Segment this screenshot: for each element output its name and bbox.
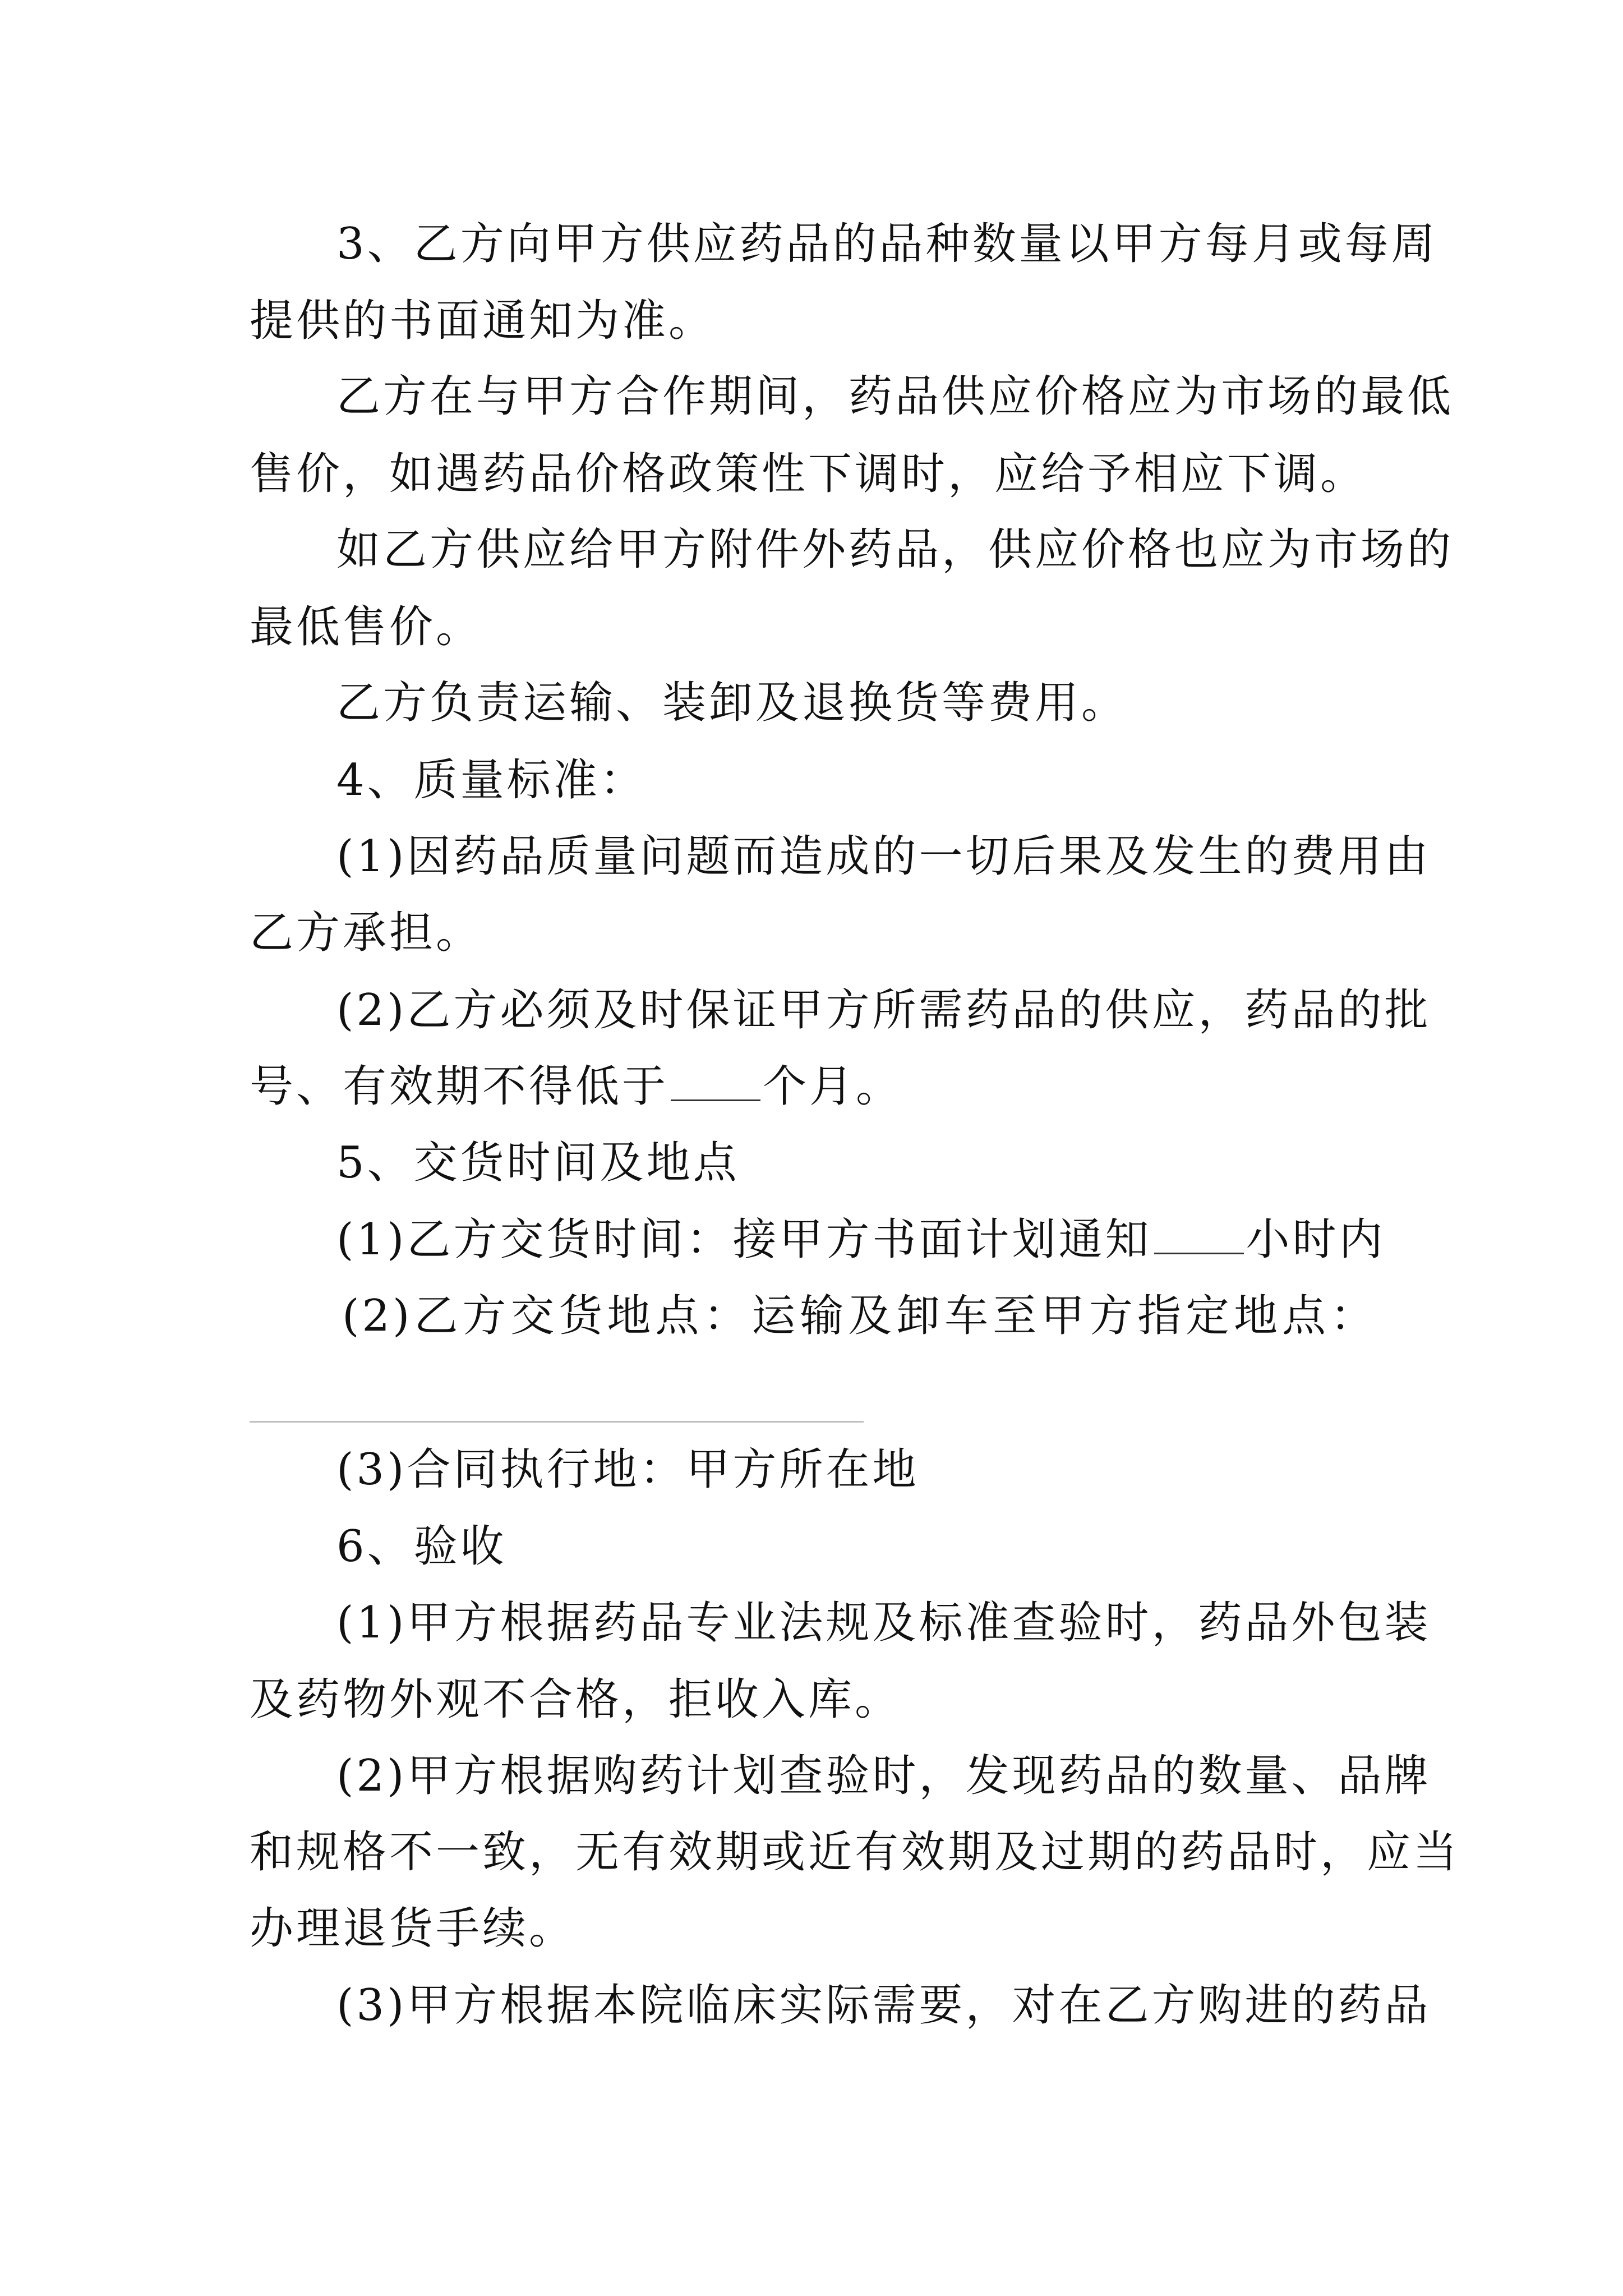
paragraph-line: 3、乙方向甲方供应药品的品种数量以甲方每月或每周 (336, 219, 1438, 269)
paragraph-line: 提供的书面通知为准。 (250, 296, 716, 346)
fill-in-line[interactable] (250, 1421, 864, 1423)
paragraph-line (336, 1212, 1386, 1268)
paragraph-line: (2)乙方必须及时保证甲方所需药品的供应，药品的批 (336, 985, 1431, 1036)
line-text: 个月。 (763, 1061, 903, 1112)
fill-in-blank[interactable] (671, 1064, 760, 1101)
line-text: 小时内 (1246, 1214, 1386, 1265)
paragraph-line: 和规格不一致，无有效期或近有效期及过期的药品时，应当 (250, 1827, 1460, 1878)
paragraph-line: 及药物外观不合格，拒收入库。 (250, 1674, 902, 1725)
paragraph-line: 乙方负责运输、装卸及退换货等费用。 (336, 678, 1128, 728)
paragraph-line: (1)因药品质量问题而造成的一切后果及发生的费用由 (336, 831, 1431, 882)
paragraph-line: 最低售价。 (250, 602, 483, 652)
paragraph-line: 办理退货手续。 (250, 1903, 576, 1954)
paragraph-line: (3)合同执行地：甲方所在地 (336, 1444, 919, 1495)
paragraph-line: 如乙方供应给甲方附件外药品，供应价格也应为市场的 (336, 524, 1454, 575)
section-heading: 6、验收 (336, 1521, 507, 1572)
line-text: 号、有效期不得低于 (250, 1061, 669, 1112)
paragraph-line: 售价，如遇药品价格政策性下调时，应给予相应下调。 (250, 449, 1367, 499)
section-heading: 4、质量标准： (336, 755, 647, 806)
paragraph-line: 乙方承担。 (250, 908, 483, 958)
paragraph-line: 乙方在与甲方合作期间，药品供应价格应为市场的最低 (336, 371, 1454, 422)
paragraph-line: (2)乙方交货地点：运输及卸车至甲方指定地点： (342, 1291, 1377, 1341)
paragraph-line: (1)甲方根据药品专业法规及标准查验时，药品外包装 (336, 1598, 1431, 1648)
fill-in-blank[interactable] (1154, 1217, 1244, 1254)
section-heading: 5、交货时间及地点 (336, 1138, 740, 1188)
paragraph-line: (2)甲方根据购药计划查验时，发现药品的数量、品牌 (336, 1751, 1431, 1801)
line-text: (1)乙方交货时间：接甲方书面计划通知 (336, 1214, 1152, 1265)
paragraph-line (250, 1059, 902, 1115)
paragraph-line: (3)甲方根据本院临床实际需要，对在乙方购进的药品 (336, 1980, 1431, 2031)
